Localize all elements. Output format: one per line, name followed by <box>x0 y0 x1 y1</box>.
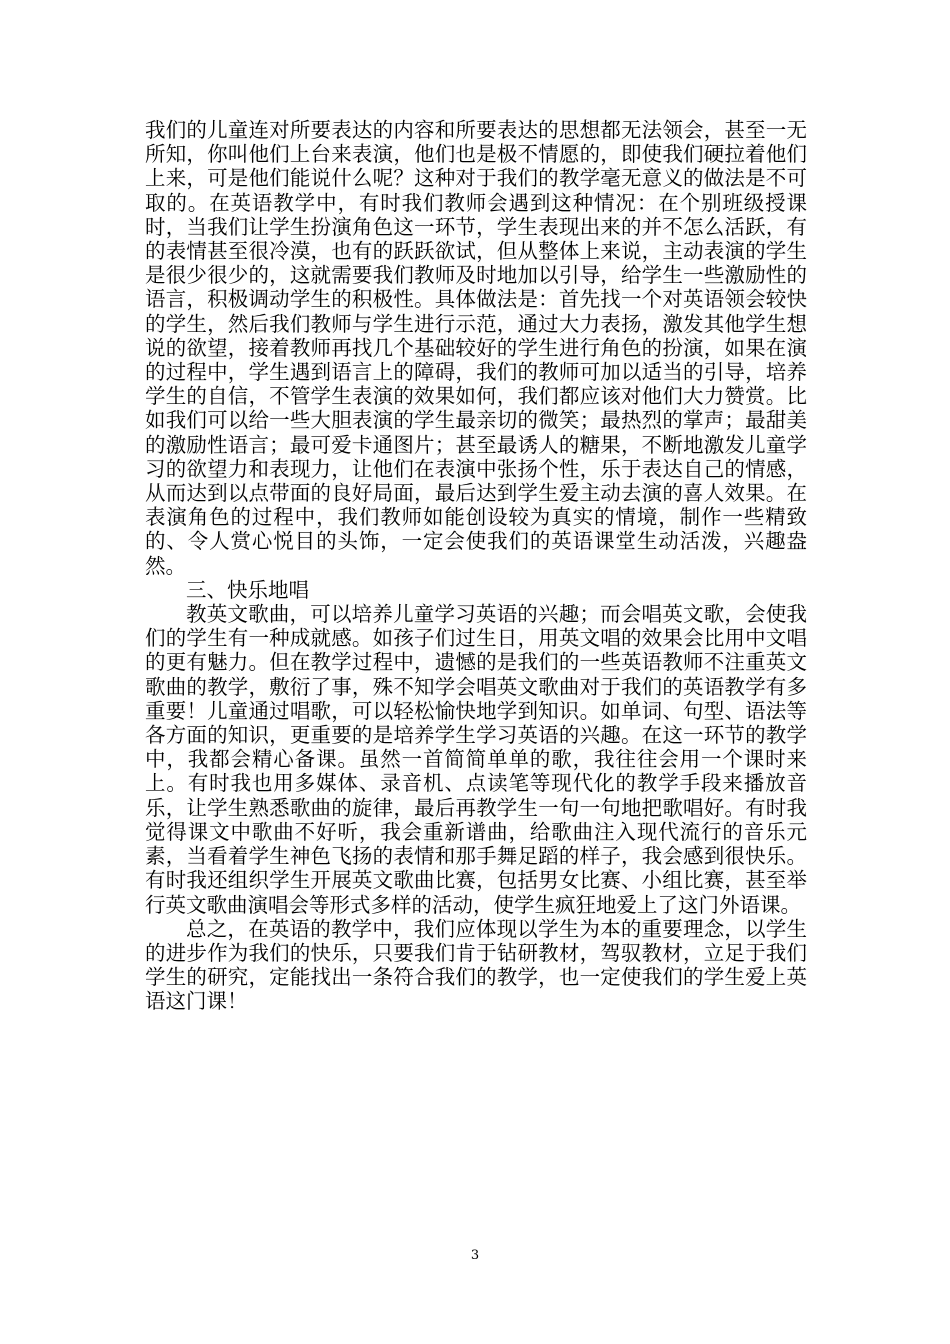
section-heading-singing: 三、快乐地唱 <box>186 577 309 602</box>
page-number: 3 <box>470 1248 480 1263</box>
paragraph-english-songs: 教英文歌曲，可以培养儿童学习英语的兴趣；而会唱英文歌，会使我们的学生有一种成就感。如孩子们过生日，用英文唱的效果会比用中文唱的更有魅力。但在教学过程中，遗憾的是我们的一些英语教师不注重英文歌曲的教学，敷衍了事，殊不知学会唱英文歌曲对于我们的英语教学有多重要！儿童通过唱歌，可以轻松愉快地学到知识。如单词、句型、语法等各方面的知识，更重要的是培养学生学习英语的兴趣。在这一环节的教学中，我都会精心备课。虽然一首简简单单的歌，我往往会用一个课时来上。有时我也用多媒体、录音机、点读笔等现代化的教学手段来播放音乐，让学生熟悉歌曲的旋律，最后再教学生一句一句地把歌唱好。有时我觉得课文中歌曲不好听，我会重新谱曲，给歌曲注入现代流行的音乐元素，当看着学生神色飞扬的表情和那手舞足蹈的样子，我会感到很快乐。有时我还组织学生开展英文歌曲比赛，包括男女比赛、小组比赛，甚至举行英文歌曲演唱会等形式多样的活动，使学生疯狂地爱上了这门外语课。 <box>145 602 807 917</box>
document-body <box>145 118 807 1014</box>
paragraph-conclusion: 总之，在英语的教学中，我们应体现以学生为本的重要理念，以学生的进步作为我们的快乐，只要我们肯于钻研教材，驾驭教材，立足于我们学生的研究，定能找出一条符合我们的教学，也一定使我们的学生爱上英语这门课！ <box>145 916 807 1014</box>
paragraph-role-play-continuation: 我们的儿童连对所要表达的内容和所要表达的思想都无法领会，甚至一无所知，你叫他们上台来表演，他们也是极不情愿的，即使我们硬拉着他们上来，可是他们能说什么呢？这种对于我们的教学毫无意义的做法是不可取的。在英语教学中，有时我们教师会遇到这种情况：在个别班级授课时，当我们让学生扮演角色这一环节，学生表现出来的并不怎么活跃，有的表情甚至很冷漠，也有的跃跃欲试，但从整体上来说，主动表演的学生是很少很少的，这就需要我们教师及时地加以引导，给学生一些激励性的语言，积极调动学生的积极性。具体做法是：首先找一个对英语领会较快的学生，然后我们教师与学生进行示范，通过大力表扬，激发其他学生想说的欲望，接着教师再找几个基础较好的学生进行角色的扮演，如果在演的过程中，学生遇到语言上的障碍，我们的教师可加以适当的引导，培养学生的自信，不管学生表演的效果如何，我们都应该对他们大力赞赏。比如我们可以给一些大胆表演的学生最亲切的微笑；最热烈的掌声；最甜美的激励性语言；最可爱卡通图片；甚至最诱人的糖果，不断地激发儿童学习的欲望力和表现力，让他们在表演中张扬个性，乐于表达自己的情感，从而达到以点带面的良好局面，最后达到学生爱主动去演的喜人效果。在表演角色的过程中，我们教师如能创设较为真实的情境，制作一些精致的、令人赏心悦目的头饰，一定会使我们的英语课堂生动活泼，兴趣盎然。 <box>145 118 807 578</box>
